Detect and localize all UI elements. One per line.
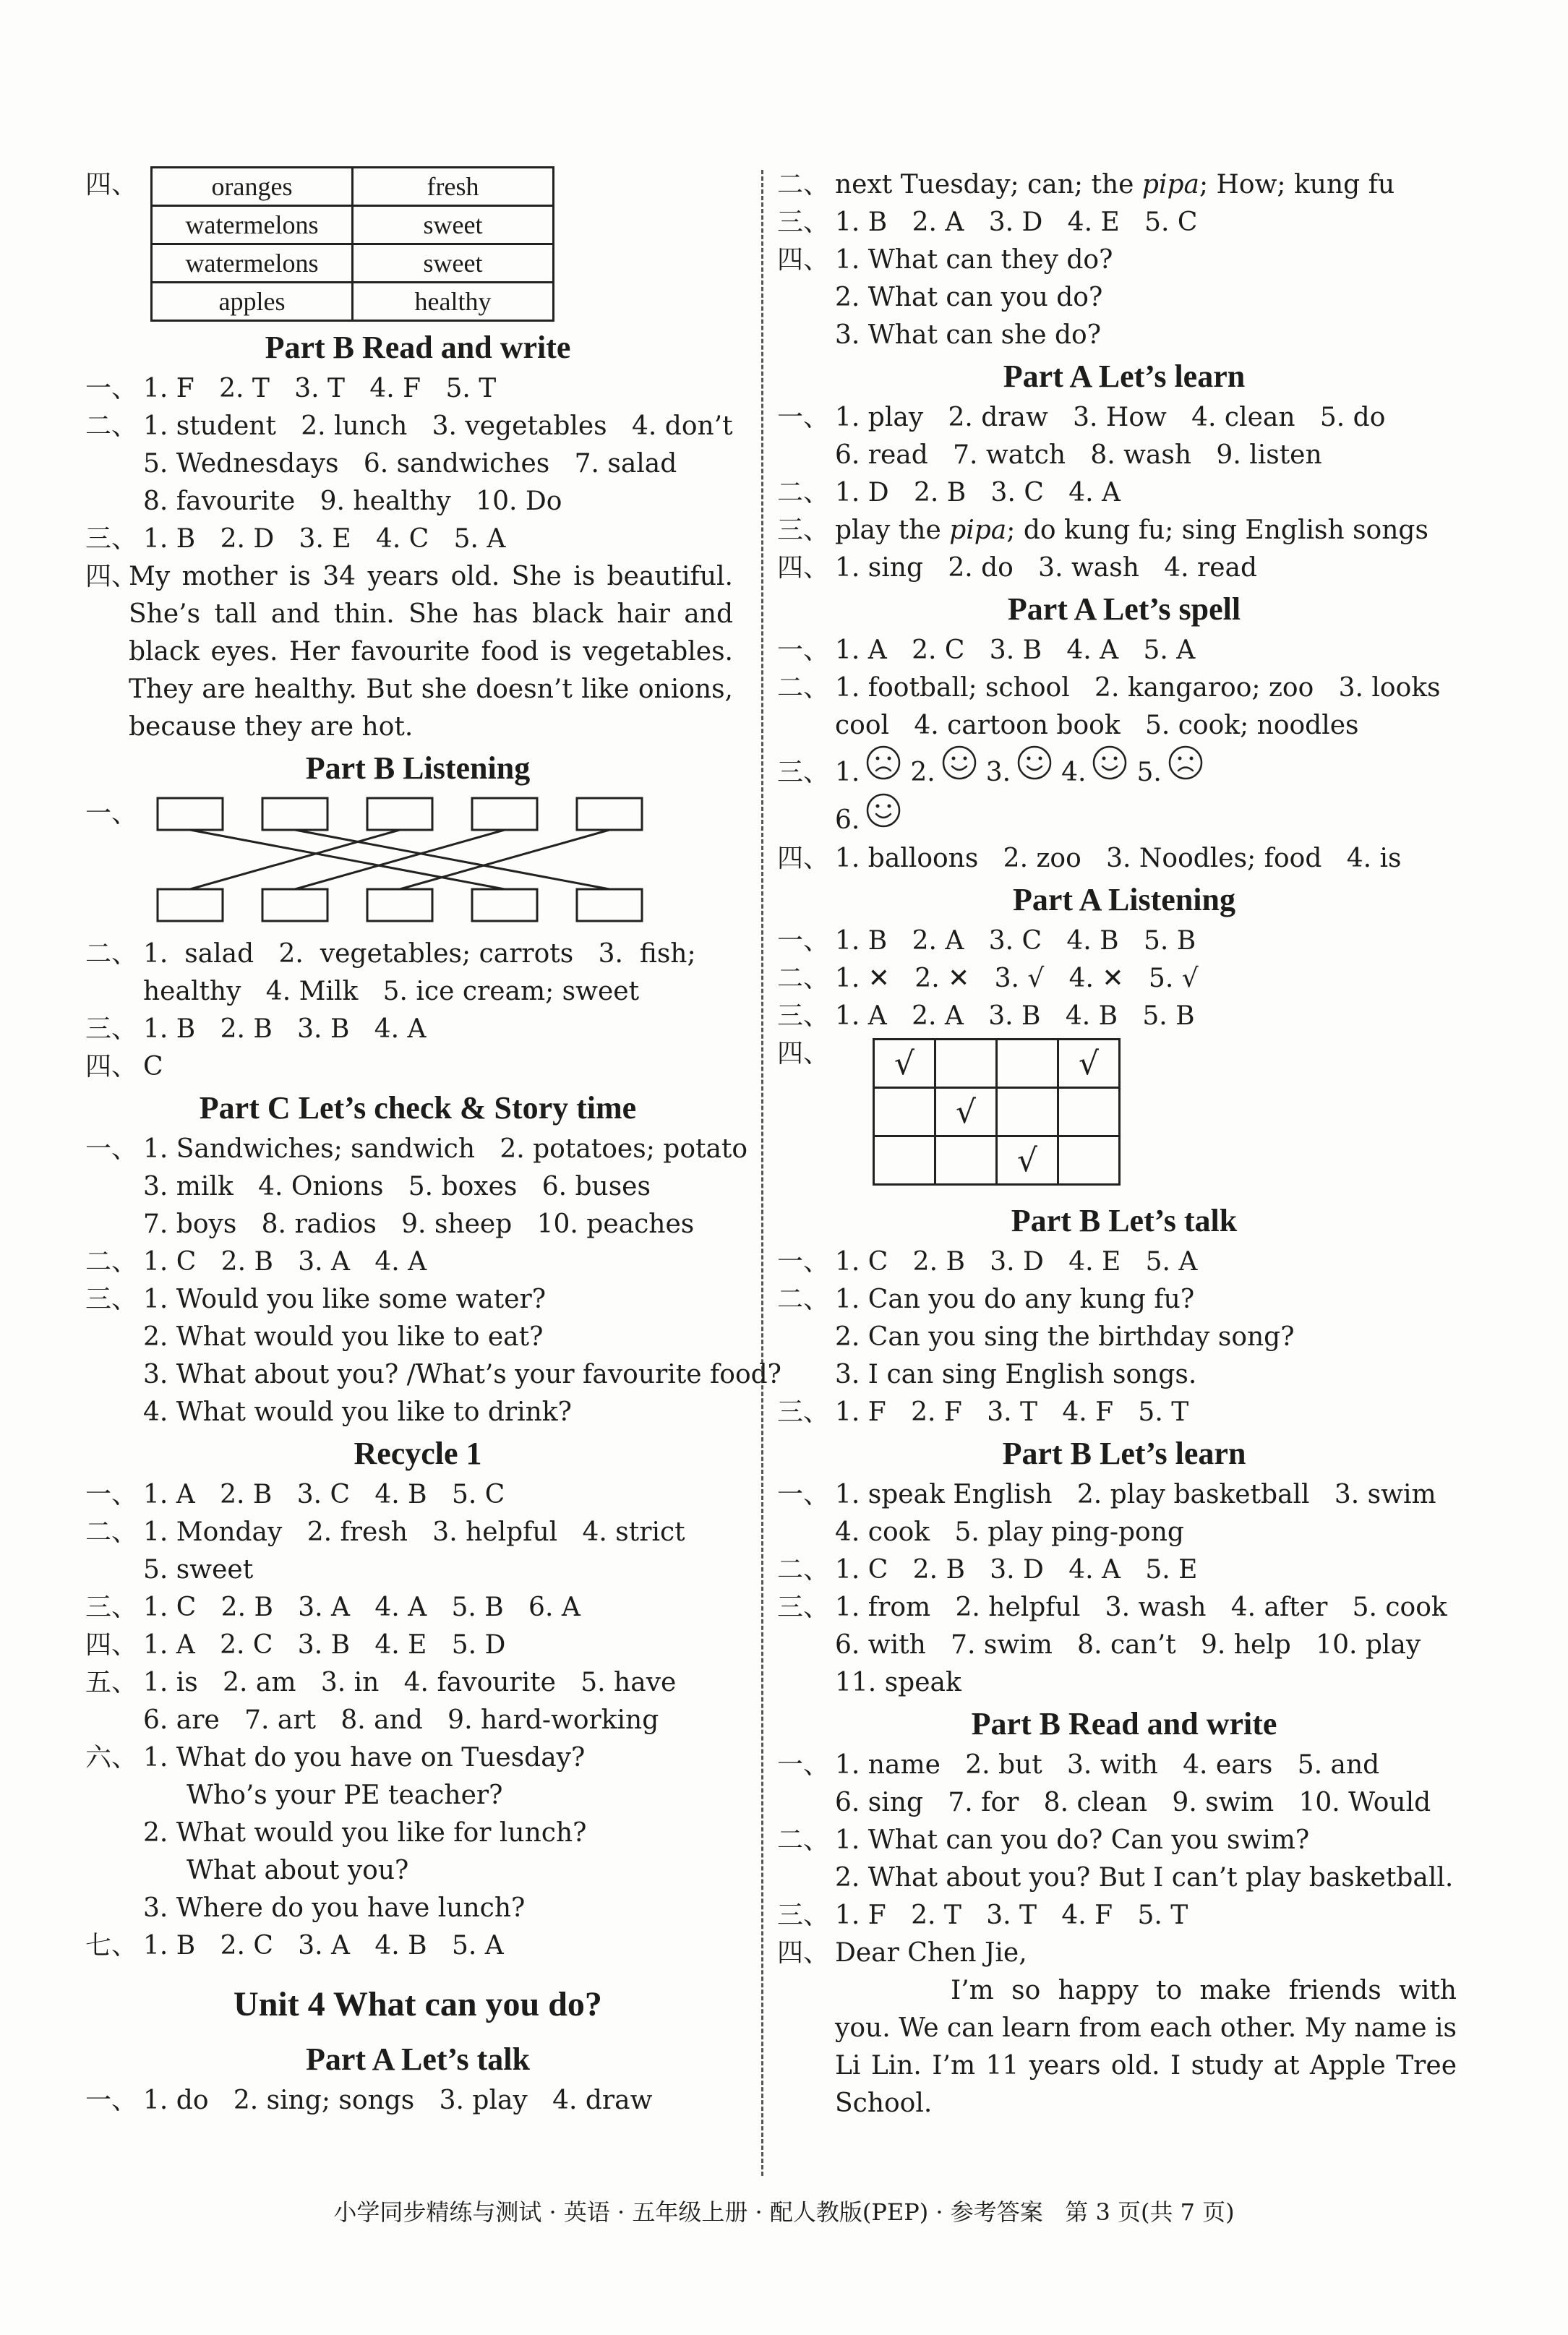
answer-text: 3. Where do you have lunch? xyxy=(143,1893,526,1923)
answer-text: 1. B 2. A 3. D 4. E 5. C xyxy=(835,207,1198,237)
grid-cell: √ xyxy=(997,1136,1058,1185)
answer-line xyxy=(777,1627,1471,1664)
letter-paragraph: I’m so happy to make friends with you. We can learn from each other. My name is Li Lin. I’m 11 years old. I study at Apple Tree School. xyxy=(835,1976,1457,2118)
section-label: 三、 xyxy=(777,1397,830,1427)
answer-text-italic: pipa xyxy=(949,515,1007,545)
grid-cell: √ xyxy=(935,1088,997,1136)
answer-line xyxy=(777,1822,1471,1859)
answer-line xyxy=(85,1852,750,1890)
section-label: 三、 xyxy=(777,1901,830,1930)
answer-line xyxy=(85,1514,750,1551)
unit-heading: Unit 4 What can you do? xyxy=(234,1985,602,2023)
answer-line xyxy=(777,241,1471,279)
matching-block xyxy=(85,791,750,935)
fruit-table xyxy=(150,166,554,322)
section-heading: Part C Let’s check & Story time xyxy=(199,1090,637,1126)
letter-salutation: Dear Chen Jie, xyxy=(835,1938,1027,1968)
sad-face-icon xyxy=(865,745,901,781)
table-cell: oranges xyxy=(152,168,353,206)
answer-line xyxy=(777,1281,1471,1319)
answer-line xyxy=(777,437,1471,474)
answer-line xyxy=(85,520,750,558)
section-label: 二、 xyxy=(85,411,138,441)
answer-text: 1. A 2. A 3. B 4. B 5. B xyxy=(835,1001,1195,1031)
answer-line xyxy=(777,1747,1471,1784)
table-row xyxy=(152,244,554,283)
answer-line xyxy=(777,1784,1471,1822)
answer-line xyxy=(777,1356,1471,1394)
match-line xyxy=(295,830,505,889)
answer-line xyxy=(85,1890,750,1927)
table-row xyxy=(152,206,554,244)
answer-text: 1. D 2. B 3. C 4. A xyxy=(835,478,1121,507)
grid-cell xyxy=(997,1088,1058,1136)
answer-line xyxy=(777,1476,1471,1514)
section-label: 四、 xyxy=(85,562,138,591)
answer-text: 1. student 2. lunch 3. vegetables 4. don’t xyxy=(143,411,733,441)
answer-line xyxy=(777,669,1471,707)
section-label: 四、 xyxy=(85,170,138,200)
answer-text: 3. What about you? /What’s your favourite food? xyxy=(143,1360,781,1389)
tick-grid xyxy=(873,1038,1121,1186)
answer-text: 1. from 2. helpful 3. wash 4. after 5. cook xyxy=(835,1593,1447,1622)
answer-text: 8. favourite 9. healthy 10. Do xyxy=(143,487,562,516)
answer-line xyxy=(85,1243,750,1281)
match-box-bottom xyxy=(472,889,537,921)
section-label: 二、 xyxy=(777,673,830,703)
answer-line xyxy=(85,1168,750,1206)
answer-number: 5. xyxy=(1136,758,1162,787)
section-label: 一、 xyxy=(85,374,138,403)
sad-face-icon xyxy=(1168,745,1204,781)
section-label: 三、 xyxy=(85,524,138,554)
section-label: 三、 xyxy=(85,1014,138,1044)
answer-text: 2. What would you like to eat? xyxy=(143,1322,544,1352)
section-label: 二、 xyxy=(777,1555,830,1585)
answer-text: 1. sing 2. do 3. wash 4. read xyxy=(835,553,1258,583)
answer-text: 1. What can they do? xyxy=(835,245,1113,275)
answer-text: 3. milk 4. Onions 5. boxes 6. buses xyxy=(143,1172,651,1201)
answer-line xyxy=(85,973,750,1011)
match-box-bottom xyxy=(262,889,327,921)
answer-line xyxy=(777,1551,1471,1589)
section-heading: Part B Let’s learn xyxy=(1002,1436,1246,1471)
section-label: 一、 xyxy=(777,635,830,665)
answer-line xyxy=(777,1319,1471,1356)
answer-line xyxy=(85,483,750,520)
answer-text: C xyxy=(143,1052,163,1081)
answer-line xyxy=(85,1206,750,1243)
grid-cell xyxy=(874,1088,935,1136)
answer-line xyxy=(85,1927,750,1965)
section-label: 二、 xyxy=(85,1247,138,1277)
section-label: 一、 xyxy=(777,1247,830,1277)
section-heading: Part B Listening xyxy=(305,750,531,786)
answer-line xyxy=(85,1048,750,1086)
answer-text: 1. football; school 2. kangaroo; zoo 3. looks xyxy=(835,673,1441,703)
fruit-table-block xyxy=(85,166,750,325)
answer-text: 1. name 2. but 3. with 4. ears 5. and xyxy=(835,1750,1380,1780)
tick-grid-block xyxy=(777,1035,1471,1199)
match-box-top xyxy=(158,798,223,830)
answer-line xyxy=(85,408,750,445)
answer-line xyxy=(777,549,1471,587)
answer-line xyxy=(777,1589,1471,1627)
section-label: 四、 xyxy=(777,553,830,583)
answer-block xyxy=(85,558,750,746)
section-label: 二、 xyxy=(85,1517,138,1547)
answer-text: 2. What about you? But I can’t play basketball. xyxy=(835,1863,1454,1893)
answer-text: play the xyxy=(835,515,950,545)
answer-text: next Tuesday; can; the xyxy=(835,170,1142,200)
answer-line xyxy=(85,370,750,408)
answer-line xyxy=(85,1551,750,1589)
section-heading: Part B Read and write xyxy=(265,330,571,365)
section-label: 一、 xyxy=(85,2086,138,2115)
answer-line xyxy=(777,317,1471,354)
answer-text: 1. F 2. T 3. T 4. F 5. T xyxy=(143,374,497,403)
answer-text: 1. A 2. C 3. B 4. E 5. D xyxy=(143,1630,506,1660)
answer-text: 1. salad 2. vegetables; carrots 3. fish; xyxy=(143,939,696,969)
section-heading: Part B Read and write xyxy=(971,1706,1277,1741)
right-column xyxy=(777,166,1471,2122)
answer-text: 1. C 2. B 3. A 4. A 5. B 6. A xyxy=(143,1593,580,1622)
section-label: 一、 xyxy=(85,1134,138,1164)
section-label: 二、 xyxy=(777,170,830,200)
essay-paragraph: My mother is 34 years old. She is beautiful. She’s tall and thin. She has black hair and black eyes. Her favourite food is vegetables. They are healthy. But she doesn’t like onions, because they are hot. xyxy=(129,562,733,742)
answer-line xyxy=(777,166,1471,204)
answer-line xyxy=(85,1739,750,1777)
grid-cell xyxy=(874,1136,935,1185)
section-label: 一、 xyxy=(777,1750,830,1780)
answer-line xyxy=(777,960,1471,998)
section-label: 三、 xyxy=(777,758,830,787)
answer-text: 1. A 2. B 3. C 4. B 5. C xyxy=(143,1480,505,1509)
answer-line xyxy=(85,1815,750,1852)
answer-line xyxy=(777,399,1471,437)
answer-text: 5. sweet xyxy=(143,1555,254,1585)
answer-text: 1. Would you like some water? xyxy=(143,1285,547,1314)
table-cell: healthy xyxy=(353,283,554,321)
answer-text: 1. F 2. T 3. T 4. F 5. T xyxy=(835,1901,1188,1930)
answer-text: cool 4. cartoon book 5. cook; noodles xyxy=(835,711,1359,740)
grid-cell xyxy=(935,1040,997,1088)
table-row xyxy=(874,1088,1120,1136)
section-heading: Part A Let’s learn xyxy=(1003,359,1246,394)
answer-line xyxy=(85,2082,750,2120)
answer-line xyxy=(777,840,1471,878)
answer-number: 1. xyxy=(835,758,860,787)
answer-text: 2. What can you do? xyxy=(835,283,1103,312)
answer-text: 1. B 2. C 3. A 4. B 5. A xyxy=(143,1931,504,1961)
section-label: 四、 xyxy=(777,1039,830,1068)
answer-text: 1. What can you do? Can you swim? xyxy=(835,1825,1310,1855)
answer-line xyxy=(777,1514,1471,1551)
match-box-top xyxy=(262,798,327,830)
match-box-bottom xyxy=(158,889,223,921)
answer-line xyxy=(777,204,1471,241)
answer-line xyxy=(777,1394,1471,1431)
answer-text: 6. read 7. watch 8. wash 9. listen xyxy=(835,440,1322,470)
answer-line xyxy=(85,445,750,483)
answer-text: 3. What can she do? xyxy=(835,320,1102,350)
answer-text: 1. ✕ 2. ✕ 3. √ 4. ✕ 5. √ xyxy=(835,964,1199,993)
answer-text: 11. speak xyxy=(835,1668,961,1697)
grid-cell xyxy=(1058,1088,1120,1136)
answer-line xyxy=(85,1281,750,1319)
answer-line xyxy=(85,1394,750,1431)
answer-line xyxy=(777,922,1471,960)
answer-text: ; do kung fu; sing English songs xyxy=(1006,515,1428,545)
answer-text: 1. Can you do any kung fu? xyxy=(835,1285,1195,1314)
answer-line xyxy=(777,1664,1471,1702)
match-box-top xyxy=(472,798,537,830)
answer-text-italic: pipa xyxy=(1141,170,1199,200)
section-label: 四、 xyxy=(85,1630,138,1660)
match-line xyxy=(190,830,400,889)
answer-number: 4. xyxy=(1061,758,1087,787)
face-answer-line xyxy=(777,745,1471,792)
answer-line xyxy=(777,279,1471,317)
section-label: 二、 xyxy=(85,939,138,969)
section-label: 一、 xyxy=(85,1480,138,1509)
answer-text: 4. What would you like to drink? xyxy=(143,1397,572,1427)
section-label: 一、 xyxy=(85,799,138,828)
section-label: 三、 xyxy=(85,1285,138,1314)
answer-text: 1. do 2. sing; songs 3. play 4. draw xyxy=(143,2086,653,2115)
grid-cell xyxy=(1058,1136,1120,1185)
answer-text: 1. B 2. B 3. B 4. A xyxy=(143,1014,427,1044)
table-cell: watermelons xyxy=(152,244,353,283)
answer-text: 2. Can you sing the birthday song? xyxy=(835,1322,1295,1352)
answer-line xyxy=(777,512,1471,549)
answer-line xyxy=(777,474,1471,512)
section-label: 二、 xyxy=(777,1285,830,1314)
answer-text: 6. are 7. art 8. and 9. hard-working xyxy=(143,1705,659,1735)
answer-line xyxy=(85,1777,750,1815)
answer-text: 4. cook 5. play ping-pong xyxy=(835,1517,1184,1547)
grid-cell xyxy=(997,1040,1058,1088)
answer-text: 1. C 2. B 3. D 4. E 5. A xyxy=(835,1247,1198,1277)
table-cell: sweet xyxy=(353,244,554,283)
match-box-bottom xyxy=(367,889,432,921)
answer-text: ; How; kung fu xyxy=(1199,170,1395,200)
answer-number: 2. xyxy=(910,758,935,787)
match-box-top xyxy=(577,798,642,830)
section-label: 五、 xyxy=(85,1668,138,1697)
answer-text: 6. with 7. swim 8. can’t 9. help 10. play xyxy=(835,1630,1421,1660)
answer-number: 3. xyxy=(985,758,1011,787)
section-label: 三、 xyxy=(777,1593,830,1622)
table-cell: apples xyxy=(152,283,353,321)
table-cell: fresh xyxy=(353,168,554,206)
answer-text: 1. C 2. B 3. A 4. A xyxy=(143,1247,427,1277)
page-footer: 小学同步精练与测试 · 英语 · 五年级上册 · 配人教版(PEP) · 参考答案 第 3 页(共 7 页) xyxy=(333,2198,1235,2226)
smiley-face-icon xyxy=(1092,745,1128,781)
face-answer-line xyxy=(777,792,1471,840)
answer-text: healthy 4. Milk 5. ice cream; sweet xyxy=(143,977,640,1006)
table-row xyxy=(152,283,554,321)
answer-text: Who’s your PE teacher? xyxy=(187,1781,503,1810)
answer-line xyxy=(85,1011,750,1048)
answer-text: 1. C 2. B 3. D 4. A 5. E xyxy=(835,1555,1198,1585)
answer-line xyxy=(85,1627,750,1664)
answer-text: 7. boys 8. radios 9. sheep 10. peaches xyxy=(143,1209,695,1239)
answer-text: 3. I can sing English songs. xyxy=(835,1360,1197,1389)
section-label: 四、 xyxy=(85,1052,138,1081)
section-heading: Recycle 1 xyxy=(354,1436,482,1471)
answer-line xyxy=(777,1897,1471,1935)
answer-line xyxy=(85,1589,750,1627)
section-label: 三、 xyxy=(777,207,830,237)
section-label: 三、 xyxy=(777,515,830,545)
section-label: 三、 xyxy=(777,1001,830,1031)
section-label: 四、 xyxy=(777,844,830,873)
answer-text: 1. balloons 2. zoo 3. Noodles; food 4. is xyxy=(835,844,1402,873)
grid-cell: √ xyxy=(1058,1040,1120,1088)
matching-diagram xyxy=(143,791,664,928)
section-label: 四、 xyxy=(777,1938,830,1968)
answer-text: 1. B 2. D 3. E 4. C 5. A xyxy=(143,524,506,554)
answer-text: 1. A 2. C 3. B 4. A 5. A xyxy=(835,635,1196,665)
answer-line xyxy=(777,998,1471,1035)
section-heading: Part B Let’s talk xyxy=(1011,1203,1238,1238)
answer-text: 1. Sandwiches; sandwich 2. potatoes; potato xyxy=(143,1134,748,1164)
section-label: 三、 xyxy=(85,1593,138,1622)
answer-text: 2. What would you like for lunch? xyxy=(143,1818,587,1848)
answer-text: 5. Wednesdays 6. sandwiches 7. salad xyxy=(143,449,677,479)
table-row xyxy=(874,1040,1120,1088)
table-cell: watermelons xyxy=(152,206,353,244)
section-label: 六、 xyxy=(85,1743,138,1773)
smiley-face-icon xyxy=(1016,745,1053,781)
section-label: 一、 xyxy=(777,926,830,956)
answer-text: 1. play 2. draw 3. How 4. clean 5. do xyxy=(835,403,1386,432)
answer-text: What about you? xyxy=(187,1856,409,1885)
section-label: 四、 xyxy=(777,245,830,275)
answer-number: 6. xyxy=(835,805,860,835)
column-divider xyxy=(761,170,763,2176)
section-label: 一、 xyxy=(777,403,830,432)
answer-text: 6. sing 7. for 8. clean 9. swim 10. Would xyxy=(835,1788,1431,1817)
smiley-face-icon xyxy=(941,745,977,781)
answer-text: 1. Monday 2. fresh 3. helpful 4. strict xyxy=(143,1517,685,1547)
answer-text: 1. F 2. F 3. T 4. F 5. T xyxy=(835,1397,1189,1427)
answer-line xyxy=(777,1859,1471,1897)
answer-text: 1. speak English 2. play basketball 3. swim xyxy=(835,1480,1436,1509)
section-label: 二、 xyxy=(777,1825,830,1855)
answer-line xyxy=(85,1664,750,1702)
answer-line xyxy=(85,1131,750,1168)
match-box-top xyxy=(367,798,432,830)
answer-text: 1. is 2. am 3. in 4. favourite 5. have xyxy=(143,1668,677,1697)
answer-line xyxy=(85,1702,750,1739)
answer-text: 1. B 2. A 3. C 4. B 5. B xyxy=(835,926,1196,956)
section-label: 二、 xyxy=(777,478,830,507)
section-heading: Part A Let’s talk xyxy=(306,2041,530,2077)
left-column xyxy=(85,166,781,2120)
table-row xyxy=(874,1136,1120,1185)
answer-text: 1. What do you have on Tuesday? xyxy=(143,1743,586,1773)
section-heading: Part A Listening xyxy=(1012,882,1236,917)
grid-cell xyxy=(935,1136,997,1185)
section-label: 二、 xyxy=(777,964,830,993)
answer-line xyxy=(777,1243,1471,1281)
answer-line xyxy=(777,1935,1471,1972)
smiley-face-icon xyxy=(865,792,901,828)
match-box-bottom xyxy=(577,889,642,921)
answer-line xyxy=(777,632,1471,669)
section-label: 七、 xyxy=(85,1931,138,1961)
answer-line xyxy=(777,707,1471,745)
answer-line xyxy=(85,1356,781,1394)
answer-line xyxy=(85,935,750,973)
section-heading: Part A Let’s spell xyxy=(1007,591,1241,627)
section-label: 一、 xyxy=(777,1480,830,1509)
match-line xyxy=(400,830,609,889)
table-row xyxy=(152,168,554,206)
grid-cell: √ xyxy=(874,1040,935,1088)
table-cell: sweet xyxy=(353,206,554,244)
answer-line xyxy=(85,1476,750,1514)
answer-line xyxy=(85,1319,750,1356)
